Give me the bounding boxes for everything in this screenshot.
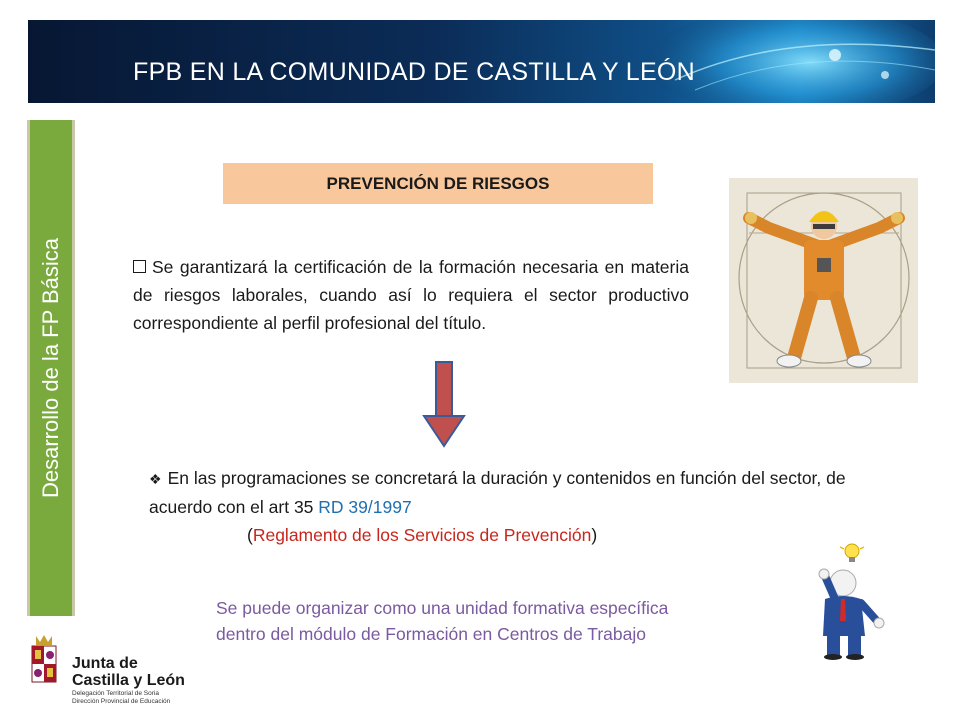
regulation-name: Reglamento de los Servicios de Prevención xyxy=(252,525,592,545)
square-bullet-icon xyxy=(133,260,146,273)
page-title: FPB EN LA COMUNIDAD DE CASTILLA Y LEÓN xyxy=(133,58,696,86)
paragraph-fct xyxy=(216,595,796,647)
logo-sub1: Delegación Territorial de Soria xyxy=(72,690,159,697)
paragraph-certification xyxy=(133,253,689,337)
sidebar-bar xyxy=(27,120,75,616)
rd-reference: RD 39/1997 xyxy=(318,497,412,517)
section-header xyxy=(223,163,653,204)
down-arrow-icon xyxy=(420,360,468,448)
paragraph-certification-text: Se garantizará la certificación de la formación necesaria en materia de riesgos laborales, cuando así lo requiera el sector productivo correspondiente al perfil profesional del título. xyxy=(133,257,689,333)
logo-line1: Junta de xyxy=(72,655,138,672)
open-paren: ( xyxy=(247,525,253,545)
header-banner xyxy=(28,20,935,103)
regulation-line xyxy=(149,521,889,549)
logo-line2: Castilla y León xyxy=(72,672,185,689)
paragraph-programming xyxy=(149,464,889,549)
logo-subtitle xyxy=(72,690,170,706)
safety-worker-illustration xyxy=(729,178,918,383)
logo-sub2: Dirección Provincial de Educación xyxy=(72,698,171,705)
diamond-bullet-icon: ❖ xyxy=(149,471,162,487)
businessman-idea-icon xyxy=(795,541,910,661)
sidebar-label: Desarrollo de la FP Básica xyxy=(38,237,63,499)
section-title: PREVENCIÓN DE RIESGOS xyxy=(326,173,550,193)
paragraph-fct-line2: dentro del módulo de Formación en Centros de Trabajo xyxy=(216,624,646,644)
paragraph-programming-text: En las programaciones se concretará la duración y contenidos en función del sector, de acuerdo con el art 35 xyxy=(149,468,846,517)
logo-title xyxy=(72,655,185,689)
close-paren: ) xyxy=(591,525,598,545)
paragraph-fct-line1: Se puede organizar como una unidad formativa específica xyxy=(216,598,669,618)
